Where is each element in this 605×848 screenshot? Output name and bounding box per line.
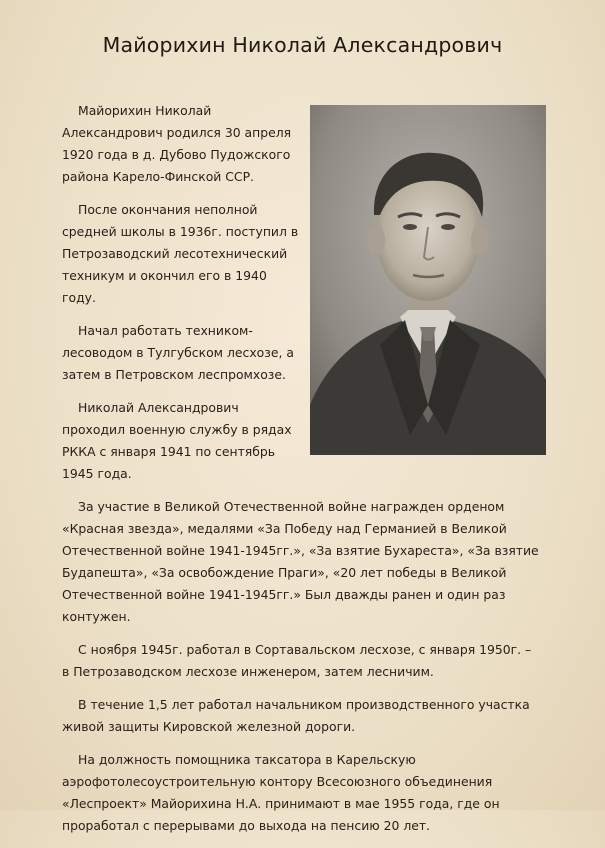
portrait-photo: [310, 105, 546, 455]
paragraph-awards: За участие в Великой Отечественной войне награжден орденом «Красная звезда», медалями «За Победу над Германией в Великой Отечественной войне 1941-1945гг.», «За взятие Бухареста», «За взятие Будапешта», «За освобождение Праги», «20 лет победы в Великой Отечественной войне 1941-1945гг.» Был дважды ранен и один раз контужен.: [62, 499, 539, 624]
page-title: Майорихин Николай Александрович: [102, 33, 503, 57]
biography-text: [62, 100, 542, 848]
paragraph-railway-work: В течение 1,5 лет работал начальником производственного участка живой защиты Кировской железной дороги.: [62, 697, 530, 734]
portrait-image: [310, 105, 546, 455]
paragraph-birth: Майорихин Николай Александрович родился 30 апреля 1920 года в д. Дубово Пудожского района Карело-Финской ССР.: [62, 103, 292, 184]
paragraph-forestry-work: С ноября 1945г. работал в Сортавальском лесхозе, с января 1950г. – в Петрозаводском лесхозе инженером, затем лесничим.: [62, 642, 532, 679]
paragraph-education: После окончания неполной средней школы в 1936г. поступил в Петрозаводский лесотехнический техникум и окончил его в 1940 году.: [62, 202, 299, 305]
paragraph-military-service: Николай Александрович проходил военную службу в рядах РККА с января 1941 по сентябрь 1945 года.: [62, 400, 292, 481]
paragraph-lesproekt: На должность помощника таксатора в Карельскую аэрофотолесоустроительную контору Всесоюзного объединения «Леспроект» Майорихина Н.А. принимают в мае 1955 года, где он проработал с перерывами до выхода на пенсию 20 лет.: [62, 752, 500, 833]
paragraph-first-job: Начал работать техником-лесоводом в Тулгубском лесхозе, а затем в Петровском леспромхозе.: [62, 323, 294, 382]
